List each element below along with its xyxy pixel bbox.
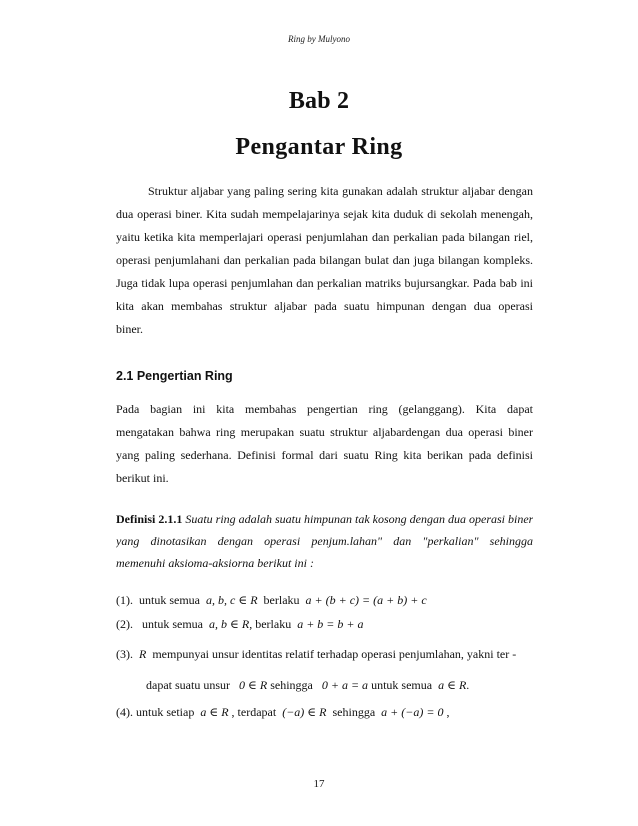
intro-line: Juga tidak lupa operasi penjumlahan dan perkalian matriks bujursangkar. Pada bab ini xyxy=(116,276,533,290)
axiom-number: (1). xyxy=(116,593,133,607)
section-line: berikut ini. xyxy=(116,471,169,485)
section-line: yang paling sederhana. Definisi formal dari suatu Ring kita berikan pada definisi xyxy=(116,448,533,462)
axiom-text: , xyxy=(446,705,450,719)
running-header: Ring by Mulyono xyxy=(288,34,350,44)
axiom-text: mempunyai unsur identitas relatif terhadap operasi penjumlahan, yakni ter - xyxy=(152,647,517,661)
intro-line: kita akan membahas struktur aljabar pada suatu himpunan dengan dua operasi xyxy=(116,299,533,313)
axiom-text: , berlaku xyxy=(249,617,292,631)
axiom-math: a, b, c ∈ R xyxy=(206,593,258,607)
axiom-text: untuk setiap xyxy=(136,705,195,719)
section-paragraph xyxy=(116,398,533,490)
axiom-text: . xyxy=(466,678,470,692)
intro-line: biner. xyxy=(116,322,143,336)
section-heading: 2.1 Pengertian Ring xyxy=(116,369,233,383)
definition-text: memenuhi aksioma-aksiorna berikut ini : xyxy=(116,556,314,570)
axiom-text: sehingga xyxy=(332,705,376,719)
axiom-text: untuk semua xyxy=(142,617,203,631)
chapter-title: Pengantar Ring xyxy=(235,134,403,160)
axiom-math: a ∈ R xyxy=(200,705,229,719)
section-line: mengatakan bahwa ring merupakan suatu struktur aljabardengan dua operasi biner xyxy=(116,425,533,439)
axiom-1 xyxy=(116,591,427,609)
page-number: 17 xyxy=(313,778,325,790)
axiom-math: (−a) ∈ R xyxy=(282,705,327,719)
axiom-math: a + b = b + a xyxy=(297,617,364,631)
axiom-math: a + (−a) = 0 xyxy=(381,705,444,719)
axiom-text: sehingga xyxy=(270,678,313,692)
definition-label: Definisi 2.1.1 xyxy=(116,512,183,526)
axiom-math: 0 ∈ R xyxy=(238,678,268,692)
axiom-number: (3). xyxy=(116,647,133,661)
axiom-number: (2). xyxy=(116,617,133,631)
definition-text: yang dinotasikan dengan operasi penjum.lahan" dan "perkalian" sehingga xyxy=(116,534,533,548)
axiom-text: , terdapat xyxy=(231,705,277,719)
axiom-math: a ∈ R xyxy=(438,678,467,692)
intro-line: operasi penjumlahani dan perkalian pada bilangan bulat dan juga bilangan kompleks. xyxy=(116,253,533,267)
intro-line: dua operasi biner. Kita sudah mempelajarinya sejak kita duduk di sekolah menengah, xyxy=(116,207,533,221)
definition-block xyxy=(116,508,533,574)
axiom-text: untuk semua xyxy=(371,678,433,692)
axiom-text: dapat suatu unsur xyxy=(146,678,230,692)
axiom-2 xyxy=(116,615,364,633)
axiom-4 xyxy=(116,703,449,721)
axiom-math: a + (b + c) = (a + b) + c xyxy=(305,593,427,607)
axiom-math: R xyxy=(139,647,147,661)
axiom-math: 0 + a = a xyxy=(321,678,369,692)
intro-paragraph xyxy=(116,180,533,341)
axiom-3-continued xyxy=(146,676,469,694)
axiom-3 xyxy=(116,645,516,663)
axiom-math: a, b ∈ R xyxy=(209,617,250,631)
axiom-text: untuk semua xyxy=(139,593,200,607)
axiom-text: berlaku xyxy=(263,593,300,607)
definition-text: Suatu ring adalah suatu himpunan tak kosong dengan dua operasi biner xyxy=(185,512,533,526)
section-line: Pada bagian ini kita membahas pengertian ring (gelanggang). Kita dapat xyxy=(116,402,533,416)
axiom-number: (4). xyxy=(116,705,133,719)
intro-line: yaitu ketika kita memperlajari operasi penjumlahan dan perkalian pada bilangan riel, xyxy=(116,230,533,244)
intro-line: Struktur aljabar yang paling sering kita gunakan adalah struktur aljabar dengan xyxy=(148,184,533,198)
chapter-label: Bab 2 xyxy=(288,88,350,114)
